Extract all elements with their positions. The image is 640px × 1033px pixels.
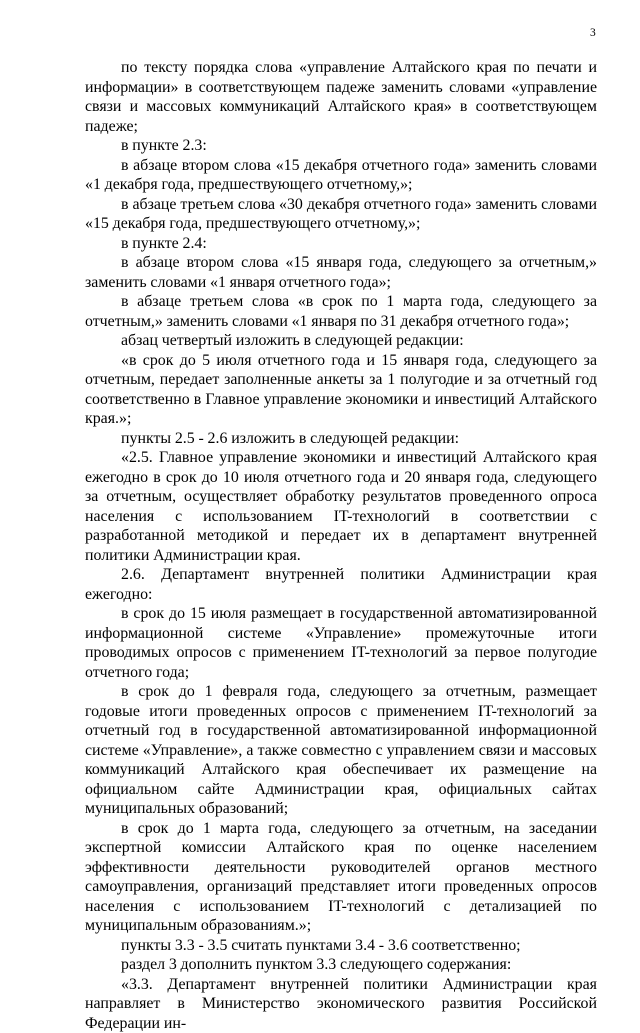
paragraph-15: в срок до 1 марта года, следующего за отчетным, на заседании экспертной комиссии Алтайского края по оценке населением эффективности деятельности руководителей органов местного самоуправления, организаций представляет итоги проведенных опросов населения с использованием IT-технологий с детализацией по муниципальным образованиям.»; <box>85 819 597 936</box>
paragraph-16: пункты 3.3 - 3.5 считать пунктами 3.4 - 3.6 соответственно; <box>85 936 597 956</box>
paragraph-14: в срок до 1 февраля года, следующего за отчетным, размещает годовые итоги проведенных опросов с применением IT-технологий за отчетный год в государственной автоматизированной информационной системе «Управление», а также совместно с управлением связи и массовых коммуникаций Алтайского края обеспечивает их размещение на официальном сайте Администрации края, официальных сайтах муниципальных образований; <box>85 682 597 819</box>
paragraph-1: по тексту порядка слова «управление Алтайского края по печати и информации» в соответствующем падеже заменить словами «управление связи и массовых коммуникаций Алтайского края» в соответствующем падеже; <box>85 58 597 136</box>
paragraph-12: 2.6. Департамент внутренней политики Администрации края ежегодно: <box>85 565 597 604</box>
paragraph-5: в пункте 2.4: <box>85 234 597 254</box>
paragraph-8: абзац четвертый изложить в следующей редакции: <box>85 331 597 351</box>
page-number: 3 <box>590 26 596 40</box>
paragraph-17: раздел 3 дополнить пунктом 3.3 следующего содержания: <box>85 955 597 975</box>
document-body <box>85 58 597 1033</box>
paragraph-10: пункты 2.5 - 2.6 изложить в следующей редакции: <box>85 429 597 449</box>
paragraph-3: в абзаце втором слова «15 декабря отчетного года» заменить словами «1 декабря года, предшествующего отчетному,»; <box>85 156 597 195</box>
paragraph-7: в абзаце третьем слова «в срок по 1 марта года, следующего за отчетным,» заменить словами «1 января по 31 декабря отчетного года»; <box>85 292 597 331</box>
paragraph-18: «3.3. Департамент внутренней политики Администрации края направляет в Министерство экономического развития Российской Федерации ин- <box>85 975 597 1033</box>
paragraph-11: «2.5. Главное управление экономики и инвестиций Алтайского края ежегодно в срок до 10 июля отчетного года и 20 января года, следующего за отчетным, осуществляет обработку результатов проведенного опроса населения с использованием IT-технологий в соответствии с разработанной методикой и передает их в департамент внутренней политики Администрации края. <box>85 448 597 565</box>
paragraph-9: «в срок до 5 июля отчетного года и 15 января года, следующего за отчетным, передает заполненные анкеты за 1 полугодие и за отчетный год соответственно в Главное управление экономики и инвестиций Алтайского края.»; <box>85 351 597 429</box>
paragraph-13: в срок до 15 июля размещает в государственной автоматизированной информационной системе «Управление» промежуточные итоги проводимых опросов с применением IT-технологий за первое полугодие отчетного года; <box>85 604 597 682</box>
paragraph-2: в пункте 2.3: <box>85 136 597 156</box>
paragraph-6: в абзаце втором слова «15 января года, следующего за отчетным,» заменить словами «1 января отчетного года»; <box>85 253 597 292</box>
paragraph-4: в абзаце третьем слова «30 декабря отчетного года» заменить словами «15 декабря года, предшествующего отчетному,»; <box>85 195 597 234</box>
